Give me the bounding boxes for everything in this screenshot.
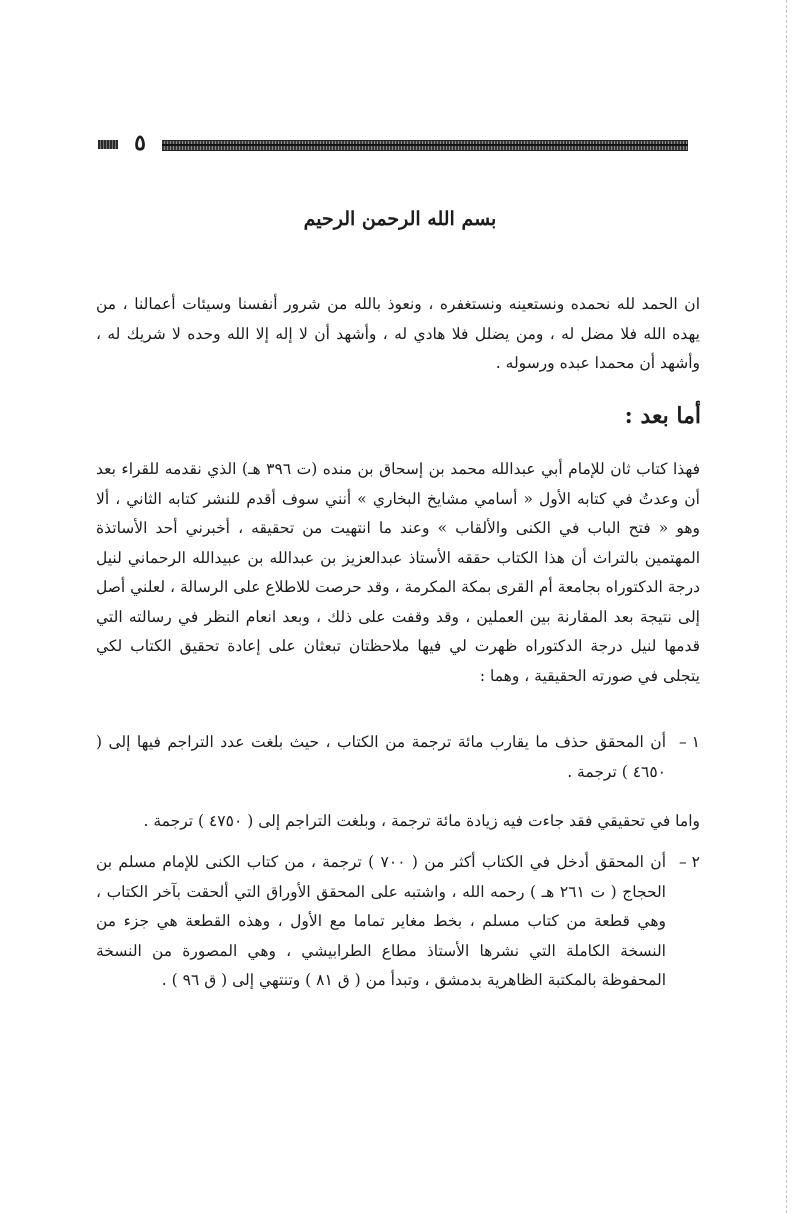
page-header [96, 130, 688, 156]
intro-text: ان الحمد لله نحمده ونستعينه ونستغفره ، ونعوذ بالله من شرور أنفسنا وسيئات أعمالنا ، من يهده الله فلا مضل له ، ومن يضلل فلا هادي له ، وأشهد أن لا إله إلا الله وحده لا شريك له ، وأشهد أن محمدا عبده ورسوله . [96, 295, 700, 372]
section-heading: أما بعد : [624, 403, 701, 429]
list-item-text: أن المحقق حذف ما يقارب مائة ترجمة من الكتاب ، حيث بلغت عدد التراجم فيها إلى ( ٤٦٥٠ ) ترجمة . [96, 733, 666, 781]
list-item-text: أن المحقق أدخل في الكتاب أكثر من ( ٧٠٠ ) ترجمة ، من كتاب الكنى للإمام مسلم بن الحجاج ( ت ٢٦١ هـ ) رحمه الله ، واشتبه على المحقق الأوراق التي ألحقت بآخر الكتاب ، وهي قطعة من كتاب مسلم ، بخط مغاير تماما مع الأول ، وهذه القطعة هي جزء من النسخة الكاملة التي نشرها الأستاذ مطاع الطرابيشي ، وهي المصورة من النسخة المحفوظة بالمكتبة الظاهرية بدمشق ، وتبدأ من ( ق ٨١ ) وتنتهي إلى ( ق ٩٦ ) . [96, 853, 666, 989]
body-text: فهذا كتاب ثان للإمام أبي عبدالله محمد بن إسحاق بن منده (ت ٣٩٦ هـ) الذي نقدمه للقراء بعد أن وعدتُ في كتابه الأول « أسامي مشايخ البخاري » أنني سوف أقدم للنشر كتابه الثاني ، ألا وهو « فتح الباب في الكنى والألقاب » وعند ما انتهيت من تحقيقه ، أخبرني أحد الأساتذة المهتمين بالتراث أن هذا الكتاب حققه الأستاذ عبدالعزيز بن عبدالله بن عبيدالله الرحماني لنيل درجة الدكتوراه بجامعة أم القرى بمكة المكرمة ، وقد حرصت للاطلاع على الرسالة ، لعلني أصل إلى نتيجة بعد المقارنة بين العملين ، وقد وقفت على ذلك ، وبعد انعام النظر في رسالته التي قدمها لنيل درجة الدكتوراه ظهرت لي فيها ملاحظتان تبعثان على إعادة تحقيق الكتاب لكي يتجلى في صورته الحقيقية ، وهما : [96, 460, 700, 685]
list-item [96, 848, 700, 996]
page-number: ٥ [134, 130, 146, 156]
item1-note-paragraph [96, 807, 700, 837]
intro-paragraph [96, 290, 700, 379]
header-rule [162, 140, 688, 151]
list-item-number: ٢ – [678, 853, 700, 871]
list-item [96, 728, 700, 787]
list-item-number: ١ – [678, 733, 700, 751]
scan-margin-line [786, 0, 788, 1213]
item1-note-text: واما في تحقيقي فقد جاءت فيه زيادة مائة ترجمة ، وبلغت التراجم إلى ( ٤٧٥٠ ) ترجمة . [143, 812, 700, 830]
header-ornament-left [98, 140, 118, 149]
basmala-heading: بسم الله الرحمن الرحيم [303, 208, 497, 230]
body-paragraph [96, 455, 700, 691]
